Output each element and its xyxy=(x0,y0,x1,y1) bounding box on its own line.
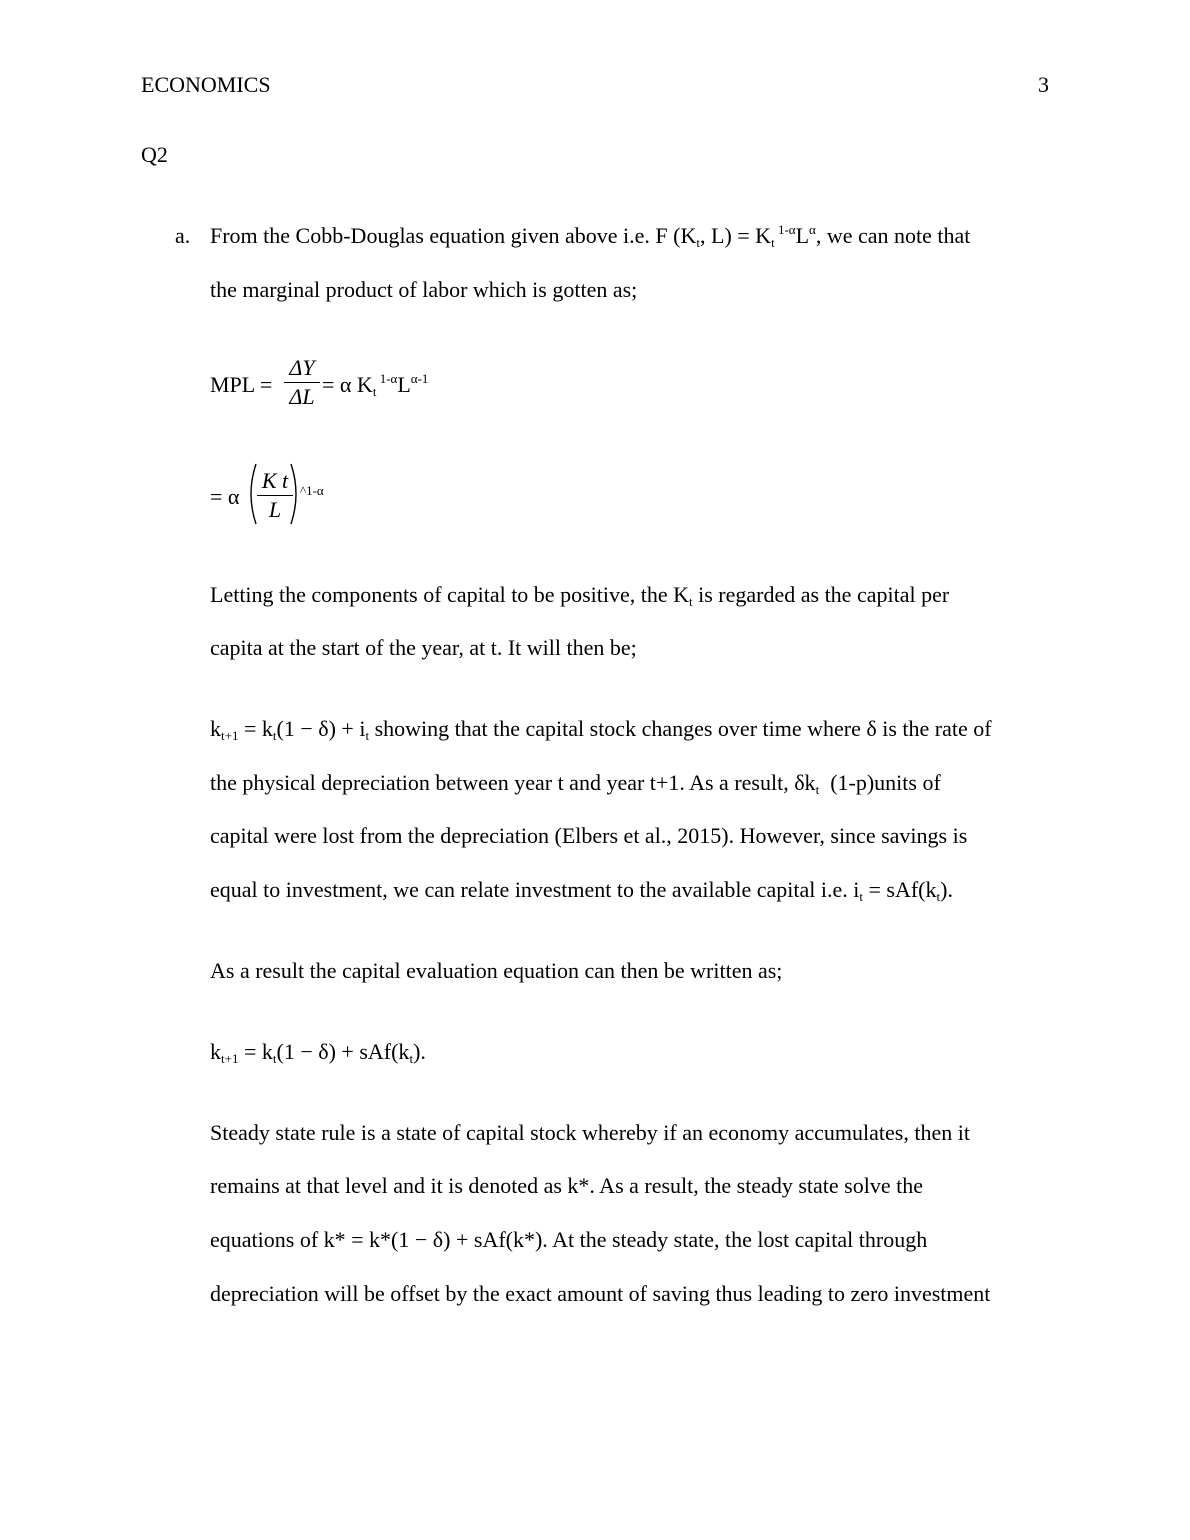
list-marker: a. xyxy=(175,223,191,248)
page-number: 3 xyxy=(1038,72,1049,97)
para1-line-1: Letting the components of capital to be positive, the $K_t$ is regarded as the capital per xyxy=(210,582,950,609)
para3: As a result the capital evaluation equation can then be written as; xyxy=(210,958,783,983)
mpl-fraction xyxy=(284,357,320,408)
mpl2-exponent: ^1-α xyxy=(300,483,324,498)
para4-line-1: Steady state rule is a state of capital stock whereby if an economy accumulates, then it xyxy=(210,1120,970,1145)
para2-line-3: capital were lost from the depreciation (Elbers et al., 2015). However, since savings is xyxy=(210,823,968,848)
mpl2-lhs: = α xyxy=(210,484,240,509)
mpl2-numerator: K t xyxy=(261,468,289,493)
para2-line-4: equal to investment, we can relate investment to the available capital i.e. $i_t = sAf(k_t)$. xyxy=(210,877,953,904)
mpl-rhs: = α $K_t$ $^{1-\alpha}L^{\alpha-1}$ xyxy=(322,371,429,399)
mpl-numerator: ΔY xyxy=(289,355,315,380)
mpl-lhs: MPL = xyxy=(210,372,273,397)
para1-line-2: capita at the start of the year, at t. It will then be; xyxy=(210,635,637,660)
para4-line-3: equations of k* = k*(1 − δ) + sAf(k*). At the steady state, the lost capital through xyxy=(210,1227,928,1252)
para4-line-4: depreciation will be offset by the exact amount of saving thus leading to zero investment xyxy=(210,1281,991,1306)
section-label: Q2 xyxy=(141,142,168,167)
para2-line-2: the physical depreciation between year t and year t+1. As a result, $\delta k_t$ (1-p)units of xyxy=(210,770,941,797)
fraction-bar xyxy=(284,382,320,383)
para2-line-1: $k_{t+1} = k_t(1 - \delta) + i_t$ showing that the capital stock changes over time where δ is the rate of xyxy=(210,716,992,743)
capital-equation: $k_{t+1} = k_t(1 - \delta) + sAf(k_t)$. xyxy=(210,1039,426,1066)
mpl2-denominator: L xyxy=(268,497,282,522)
running-header-title: ECONOMICS xyxy=(141,72,271,97)
para4-line-2: remains at that level and it is denoted as k*. As a result, the steady state solve the xyxy=(210,1173,923,1198)
intro-line-2: the marginal product of labor which is gotten as; xyxy=(210,277,638,302)
intro-line-1: From the Cobb-Douglas equation given above i.e. F ($K_t$, $L) = K_t$ $^{1-\alpha}L^\alpha$, we can note that xyxy=(210,222,971,250)
mpl-denominator: ΔL xyxy=(289,384,315,409)
